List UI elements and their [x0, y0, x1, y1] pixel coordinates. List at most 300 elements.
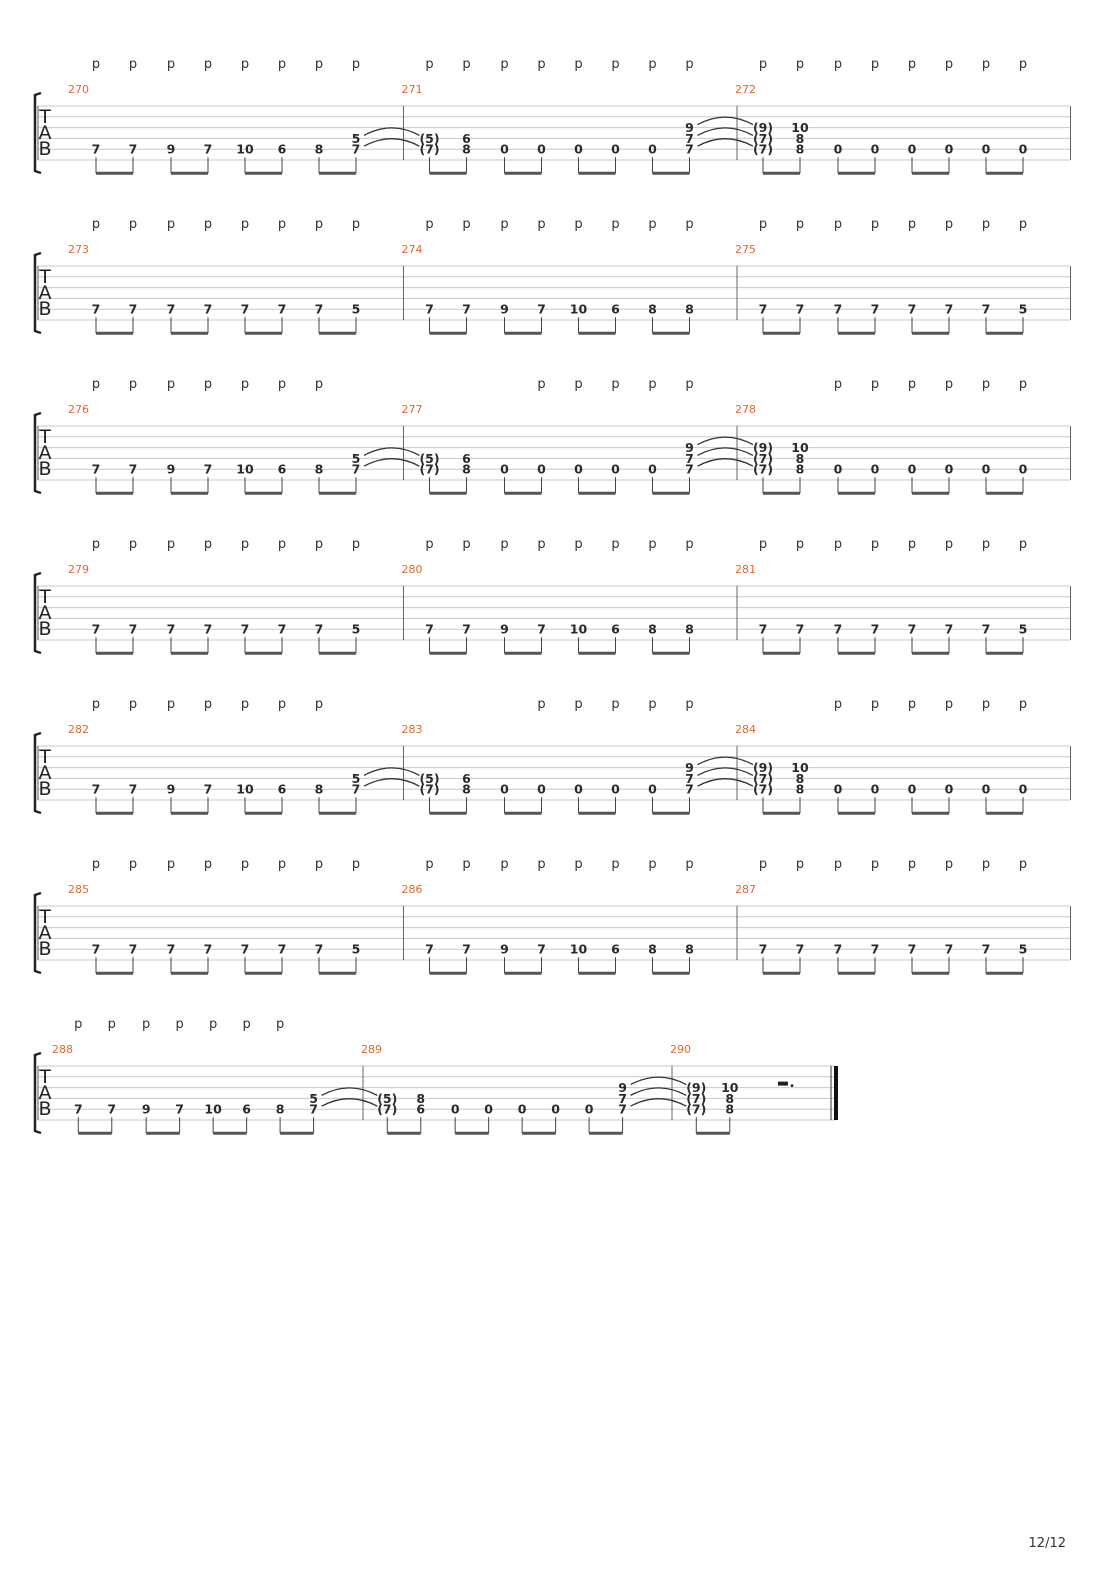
measure-number: 280 — [401, 563, 423, 576]
pick-mark: p — [944, 57, 954, 72]
fret-number: 7 — [685, 141, 694, 157]
fret-number: (9) — [752, 440, 774, 456]
fret-number: 10 — [569, 621, 588, 637]
pick-mark: p — [685, 217, 694, 232]
measure-number: 288 — [52, 1043, 73, 1056]
pick-mark: p — [277, 377, 287, 392]
fret-number: 7 — [73, 1101, 83, 1117]
fret-number: 9 — [141, 1101, 151, 1117]
fret-number: 0 — [944, 141, 954, 157]
fret-number: 7 — [981, 301, 991, 317]
measure-number: 275 — [735, 243, 756, 256]
fret-number: 7 — [351, 141, 361, 157]
fret-number: 7 — [944, 941, 954, 957]
fret-number: 0 — [574, 141, 583, 157]
fret-number: 0 — [1018, 461, 1028, 477]
fret-number: 0 — [907, 141, 917, 157]
pick-mark: p — [574, 377, 583, 392]
pick-mark: p — [833, 57, 843, 72]
tab-clef-letter: T — [39, 586, 51, 608]
fret-number: 0 — [611, 461, 620, 477]
tie-arc — [631, 1077, 687, 1085]
pick-mark: p — [981, 57, 991, 72]
fret-number: 7 — [870, 301, 880, 317]
tie-arc — [631, 1088, 687, 1096]
measure-number: 277 — [401, 403, 423, 416]
pick-mark: p — [91, 537, 101, 552]
tie-arc — [698, 437, 754, 445]
fret-number: 10 — [236, 781, 254, 797]
fret-number: 5 — [1018, 941, 1028, 957]
fret-number: 9 — [685, 440, 694, 456]
pick-mark: p — [648, 697, 657, 712]
pick-mark: p — [500, 857, 509, 872]
fret-number: 6 — [277, 781, 287, 797]
fret-number: 0 — [1018, 141, 1028, 157]
measure-number: 285 — [68, 883, 89, 896]
pick-mark: p — [795, 857, 805, 872]
pick-mark: p — [907, 217, 917, 232]
fret-number: 0 — [450, 1101, 460, 1117]
fret-number: 8 — [685, 941, 694, 957]
fret-number: 0 — [907, 781, 917, 797]
pick-mark: p — [1018, 697, 1028, 712]
fret-number: 0 — [551, 1101, 560, 1117]
pick-mark: p — [944, 377, 954, 392]
pick-mark: p — [907, 57, 917, 72]
fret-number: 0 — [584, 1101, 594, 1117]
measure-number: 290 — [670, 1043, 691, 1056]
fret-number: 10 — [569, 941, 588, 957]
pick-mark: p — [425, 857, 434, 872]
fret-number: 7 — [833, 621, 843, 637]
fret-number: (5) — [419, 450, 440, 466]
fret-number: (5) — [419, 770, 440, 786]
tab-clef-letter: B — [38, 138, 52, 160]
pick-mark: p — [240, 537, 250, 552]
pick-mark: p — [611, 697, 620, 712]
fret-number: 7 — [537, 941, 546, 957]
pick-mark: p — [648, 377, 657, 392]
fret-number: (7) — [686, 1101, 707, 1117]
fret-number: 8 — [462, 141, 471, 157]
fret-number: (7) — [752, 781, 774, 797]
fret-number: 9 — [166, 461, 176, 477]
fret-number: 8 — [648, 941, 657, 957]
pick-mark: p — [870, 57, 880, 72]
tab-system-4 — [35, 537, 1071, 653]
pick-mark: p — [314, 857, 324, 872]
pick-mark: p — [314, 377, 324, 392]
fret-number: 8 — [725, 1090, 735, 1106]
pick-mark: p — [981, 857, 991, 872]
pick-mark: p — [611, 537, 620, 552]
fret-number: 0 — [537, 781, 546, 797]
fret-number: 7 — [203, 941, 213, 957]
fret-number: 0 — [611, 781, 620, 797]
measure-number: 284 — [735, 723, 756, 736]
fret-number: 7 — [166, 301, 176, 317]
fret-number: 7 — [907, 941, 917, 957]
tab-clef-letter: A — [38, 602, 52, 624]
tie-arc — [322, 1099, 378, 1107]
pick-mark: p — [758, 857, 768, 872]
pick-mark: p — [758, 217, 768, 232]
tie-arc — [364, 128, 420, 136]
pick-mark: p — [425, 57, 434, 72]
fret-number: 6 — [462, 770, 471, 786]
fret-number: 7 — [309, 1101, 318, 1117]
pick-mark: p — [128, 217, 138, 232]
pick-mark: p — [537, 537, 546, 552]
pick-mark: p — [203, 537, 213, 552]
fret-number: 7 — [618, 1090, 627, 1106]
fret-number: 0 — [648, 781, 657, 797]
fret-number: 5 — [351, 450, 361, 466]
tab-clef-letter: B — [38, 618, 52, 640]
fret-number: 7 — [277, 301, 287, 317]
fret-number: 0 — [537, 461, 546, 477]
measure-number: 272 — [735, 83, 756, 96]
pick-mark: p — [537, 217, 546, 232]
fret-number: 7 — [166, 621, 176, 637]
fret-number: 0 — [870, 141, 880, 157]
fret-number: 7 — [240, 621, 250, 637]
measure-number: 282 — [68, 723, 89, 736]
fret-number: 0 — [517, 1101, 527, 1117]
tab-clef-letter: T — [39, 746, 51, 768]
fret-number: 8 — [795, 781, 805, 797]
fret-number: 7 — [351, 461, 361, 477]
fret-number: 7 — [203, 301, 213, 317]
fret-number: 7 — [833, 941, 843, 957]
pick-mark: p — [944, 857, 954, 872]
pick-mark: p — [648, 57, 657, 72]
pick-mark: p — [277, 217, 287, 232]
fret-number: 0 — [1018, 781, 1028, 797]
pick-mark: p — [574, 537, 583, 552]
tab-system-6 — [35, 857, 1071, 973]
fret-number: 7 — [462, 941, 471, 957]
fret-number: (9) — [752, 120, 774, 136]
fret-number: 7 — [128, 301, 138, 317]
fret-number: 7 — [314, 301, 324, 317]
fret-number: 5 — [351, 130, 361, 146]
pick-mark: p — [907, 377, 917, 392]
fret-number: (7) — [752, 770, 774, 786]
fret-number: 7 — [128, 621, 138, 637]
pick-mark: p — [944, 537, 954, 552]
pick-mark: p — [351, 537, 361, 552]
fret-number: 10 — [721, 1080, 739, 1096]
tie-arc — [364, 448, 420, 456]
fret-number: 9 — [500, 301, 509, 317]
fret-number: 10 — [236, 461, 254, 477]
fret-number: 6 — [611, 621, 620, 637]
pick-mark: p — [833, 857, 843, 872]
tab-clef-letter: A — [38, 922, 52, 944]
pick-mark: p — [795, 217, 805, 232]
fret-number: 7 — [91, 941, 101, 957]
fret-number: 7 — [91, 301, 101, 317]
fret-number: 7 — [907, 301, 917, 317]
fret-number: 8 — [275, 1101, 285, 1117]
fret-number: 7 — [203, 141, 213, 157]
pick-mark: p — [128, 697, 138, 712]
fret-number: (7) — [752, 450, 774, 466]
measure-number: 279 — [68, 563, 89, 576]
pick-mark: p — [425, 537, 434, 552]
tie-arc — [322, 1088, 378, 1096]
pick-mark: p — [907, 537, 917, 552]
fret-number: 8 — [795, 141, 805, 157]
fret-number: 8 — [462, 781, 471, 797]
pick-mark: p — [1018, 377, 1028, 392]
pick-mark: p — [166, 697, 176, 712]
fret-number: 8 — [314, 141, 324, 157]
fret-number: 0 — [944, 461, 954, 477]
tab-clef-letter: T — [39, 1066, 51, 1088]
fret-number: 8 — [795, 770, 805, 786]
tie-arc — [698, 779, 754, 787]
pick-mark: p — [648, 217, 657, 232]
measure-number: 274 — [401, 243, 423, 256]
fret-number: (7) — [752, 141, 774, 157]
pick-mark: p — [240, 857, 250, 872]
pick-mark: p — [91, 57, 101, 72]
pick-mark: p — [240, 377, 250, 392]
fret-number: 8 — [648, 301, 657, 317]
tie-arc — [364, 139, 420, 147]
fret-number: 7 — [425, 941, 434, 957]
fret-number: 0 — [981, 781, 991, 797]
pick-mark: p — [1018, 217, 1028, 232]
fret-number: 9 — [166, 781, 176, 797]
fret-number: 0 — [870, 781, 880, 797]
pick-mark: p — [574, 857, 583, 872]
fret-number: 7 — [91, 621, 101, 637]
pick-mark: p — [1018, 57, 1028, 72]
pick-mark: p — [314, 57, 324, 72]
pick-mark: p — [277, 57, 287, 72]
measure-number: 270 — [68, 83, 89, 96]
fret-number: 10 — [204, 1101, 222, 1117]
fret-number: 8 — [648, 621, 657, 637]
rest-dot — [791, 1084, 794, 1087]
pick-mark: p — [462, 857, 471, 872]
tab-clef-letter: T — [39, 906, 51, 928]
pick-mark: p — [685, 377, 694, 392]
pick-mark: p — [907, 857, 917, 872]
tab-system-1 — [35, 57, 1071, 173]
pick-mark: p — [351, 857, 361, 872]
fret-number: 9 — [685, 760, 694, 776]
fret-number: 0 — [833, 461, 843, 477]
pick-mark: p — [74, 1017, 83, 1032]
fret-number: (7) — [419, 461, 440, 477]
fret-number: 7 — [91, 461, 101, 477]
fret-number: 7 — [618, 1101, 627, 1117]
pick-mark: p — [462, 57, 471, 72]
pick-mark: p — [981, 217, 991, 232]
pick-mark: p — [870, 377, 880, 392]
tab-clef-letter: B — [38, 298, 52, 320]
fret-number: 5 — [351, 621, 361, 637]
tab-clef-letter: A — [38, 762, 52, 784]
pick-mark: p — [203, 377, 213, 392]
pick-mark: p — [240, 57, 250, 72]
fret-number: 0 — [833, 781, 843, 797]
pick-mark: p — [425, 217, 434, 232]
pick-mark: p — [351, 217, 361, 232]
pick-mark: p — [107, 1017, 116, 1032]
pick-mark: p — [611, 857, 620, 872]
fret-number: (5) — [377, 1090, 398, 1106]
fret-number: 7 — [462, 621, 471, 637]
fret-number: 7 — [685, 770, 694, 786]
fret-number: 7 — [128, 461, 138, 477]
measure-number: 286 — [401, 883, 423, 896]
fret-number: 7 — [175, 1101, 185, 1117]
fret-number: (7) — [419, 781, 440, 797]
tie-arc — [698, 768, 754, 776]
pick-mark: p — [203, 57, 213, 72]
tab-clef-letter: T — [39, 426, 51, 448]
fret-number: 6 — [277, 461, 287, 477]
fret-number: 6 — [416, 1101, 426, 1117]
fret-number: 0 — [648, 461, 657, 477]
fret-number: 7 — [314, 941, 324, 957]
tie-arc — [364, 768, 420, 776]
fret-number: 9 — [500, 621, 509, 637]
fret-number: 6 — [462, 130, 471, 146]
pick-mark: p — [758, 537, 768, 552]
fret-number: 6 — [242, 1101, 251, 1117]
fret-number: 8 — [462, 461, 471, 477]
fret-number: 0 — [484, 1101, 494, 1117]
pick-mark: p — [128, 537, 138, 552]
fret-number: 7 — [537, 621, 546, 637]
tab-clef-letter: T — [39, 266, 51, 288]
pick-mark: p — [537, 857, 546, 872]
pick-mark: p — [277, 537, 287, 552]
pick-mark: p — [277, 857, 287, 872]
tab-system-3 — [35, 377, 1071, 493]
pick-mark: p — [944, 697, 954, 712]
pick-mark: p — [1018, 537, 1028, 552]
fret-number: 7 — [240, 301, 250, 317]
tie-arc — [631, 1099, 687, 1107]
fret-number: 7 — [277, 941, 287, 957]
pick-mark: p — [240, 217, 250, 232]
fret-number: 0 — [574, 461, 583, 477]
fret-number: 8 — [416, 1090, 426, 1106]
fret-number: 7 — [795, 621, 805, 637]
pick-mark: p — [314, 537, 324, 552]
pick-mark: p — [611, 57, 620, 72]
pick-mark: p — [833, 697, 843, 712]
measure-number: 283 — [401, 723, 423, 736]
fret-number: 10 — [569, 301, 588, 317]
measure-number: 287 — [735, 883, 756, 896]
fret-number: 10 — [791, 440, 809, 456]
pick-mark: p — [91, 377, 101, 392]
fret-number: 0 — [574, 781, 583, 797]
pick-mark: p — [166, 57, 176, 72]
fret-number: 0 — [981, 461, 991, 477]
fret-number: 0 — [833, 141, 843, 157]
pick-mark: p — [128, 377, 138, 392]
pick-mark: p — [91, 857, 101, 872]
measure-number: 276 — [68, 403, 89, 416]
fret-number: 7 — [128, 781, 138, 797]
tab-system-7 — [35, 1017, 836, 1133]
measure-number: 278 — [735, 403, 756, 416]
fret-number: 8 — [795, 130, 805, 146]
tie-arc — [698, 757, 754, 765]
pick-mark: p — [870, 857, 880, 872]
fret-number: 9 — [500, 941, 509, 957]
fret-number: 6 — [462, 450, 471, 466]
measure-number: 273 — [68, 243, 89, 256]
pick-mark: p — [870, 697, 880, 712]
tab-clef-letter: A — [38, 1082, 52, 1104]
pick-mark: p — [500, 217, 509, 232]
fret-number: 7 — [795, 941, 805, 957]
fret-number: 8 — [795, 450, 805, 466]
tab-clef-letter: B — [38, 778, 52, 800]
fret-number: 0 — [500, 461, 509, 477]
pick-mark: p — [314, 697, 324, 712]
pick-mark: p — [648, 857, 657, 872]
fret-number: 7 — [203, 461, 213, 477]
pick-mark: p — [981, 697, 991, 712]
pick-mark: p — [537, 377, 546, 392]
fret-number: 7 — [462, 301, 471, 317]
pick-mark: p — [351, 57, 361, 72]
fret-number: 7 — [944, 301, 954, 317]
pick-mark: p — [758, 57, 768, 72]
fret-number: 7 — [314, 621, 324, 637]
fret-number: 7 — [107, 1101, 117, 1117]
fret-number: 7 — [870, 621, 880, 637]
fret-number: 5 — [1018, 301, 1028, 317]
fret-number: 7 — [351, 781, 361, 797]
pick-mark: p — [462, 537, 471, 552]
fret-number: (7) — [377, 1101, 398, 1117]
tab-clef-letter: A — [38, 282, 52, 304]
tab-system-5 — [35, 697, 1071, 813]
fret-number: 7 — [425, 621, 434, 637]
pick-mark: p — [500, 537, 509, 552]
fret-number: 7 — [944, 621, 954, 637]
fret-number: 7 — [685, 450, 694, 466]
rest-symbol — [778, 1082, 788, 1086]
pick-mark: p — [166, 377, 176, 392]
pick-mark: p — [128, 857, 138, 872]
fret-number: 0 — [500, 141, 509, 157]
pick-mark: p — [500, 57, 509, 72]
pick-mark: p — [175, 1017, 184, 1032]
measure-number: 289 — [361, 1043, 382, 1056]
pick-mark: p — [795, 57, 805, 72]
fret-number: 7 — [128, 141, 138, 157]
fret-number: 7 — [91, 781, 101, 797]
pick-mark: p — [166, 217, 176, 232]
pick-mark: p — [981, 377, 991, 392]
fret-number: (9) — [686, 1080, 707, 1096]
fret-number: 0 — [611, 141, 620, 157]
